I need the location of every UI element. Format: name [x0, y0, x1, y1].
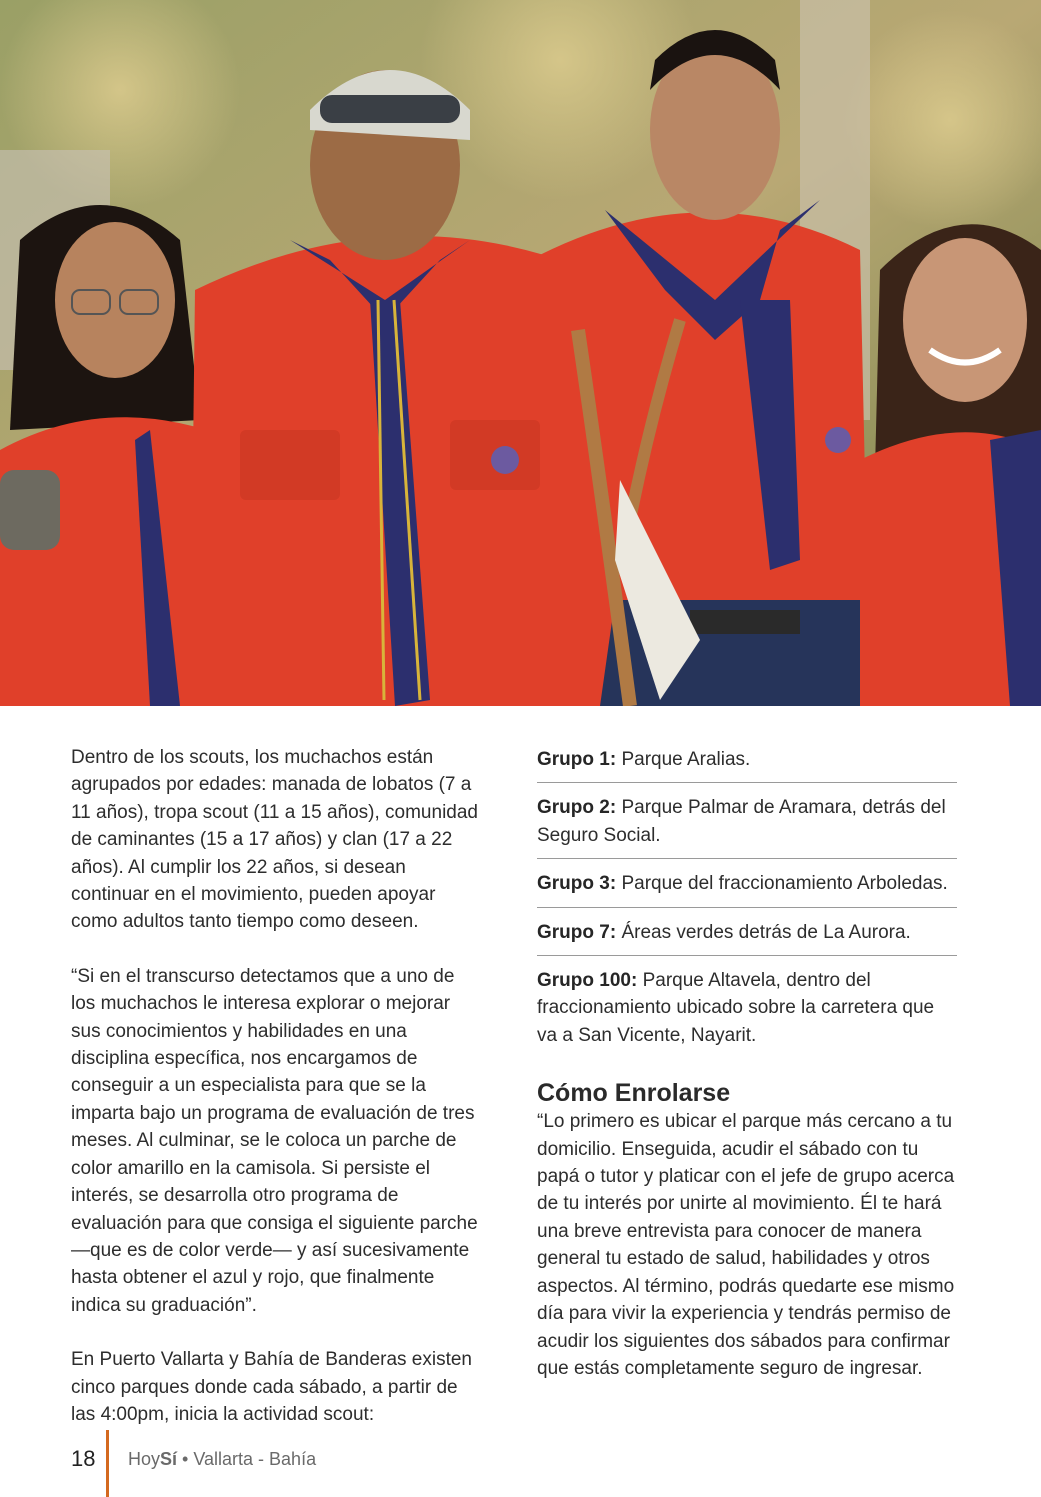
scouts-group-illustration — [0, 0, 1041, 706]
hero-photo — [0, 0, 1041, 706]
scout-girl-right — [860, 224, 1041, 706]
group-location: Parque Aralias. — [616, 749, 751, 770]
group-location: Áreas verdes detrás de La Aurora. — [616, 921, 911, 943]
paragraph-specialties: “Si en el transcurso detectamos que a uno de los muchachos le interesa explorar o mejorar sus conocimientos y habilidades en una disciplina específica, nos encargamos de conseguir a un especialista para que se la imparta bajo un programa de evaluación de tres meses. Al culminar, se le coloca un parche de color amarillo en la camisola. Si persiste el interés, se desarrolla otro programa de evaluación para que consiga el siguiente parche —que es de color verde— y así sucesivamente hasta obtener el azul y rojo, que finalmente indica su graduación”. — [71, 965, 478, 1316]
footer-divider — [106, 1430, 109, 1497]
publication-location: Vallarta - Bahía — [193, 1449, 317, 1469]
group-list — [537, 744, 957, 1058]
group-location: Parque Altavela, dentro del fraccionamiento ubicado sobre la carretera que va a San Vicente, Nayarit. — [537, 970, 935, 1046]
group-label: Grupo 2: — [537, 797, 617, 819]
page-number: 18 — [71, 1446, 96, 1471]
section-heading-enroll: Cómo Enrolarse — [537, 1079, 731, 1108]
paragraph-age-groups: Dentro de los scouts, los muchachos están agrupados por edades: manada de lobatos (7 a 11 años), tropa scout (11 a 15 años), comunidad de caminantes (15 a 17 años) y clan (17 a 22 años). Al cumplir los 22 años, si desean continuar en el movimiento, pueden apoyar como adultos tanto tiempo como deseen. — [71, 747, 478, 933]
brand-regular: Hoy — [128, 1449, 161, 1469]
list-item — [537, 965, 957, 1058]
group-label: Grupo 1: — [537, 749, 617, 770]
group-location: Parque Palmar de Aramara, detrás del Seguro Social. — [537, 797, 946, 846]
left-column — [71, 744, 483, 1428]
list-item — [537, 868, 957, 907]
page-footer — [71, 1430, 671, 1497]
brand-separator: • — [177, 1449, 194, 1469]
paragraph-enroll: “Lo primero es ubicar el parque más cercano a tu domicilio. Enseguida, acudir el sábado con tu papá o tutor y platicar con el jefe de grupo acerca de tu interés por unirte al movimiento. Él te hará una breve entrevista para conocer de manera general tu estado de salud, habilidades y otros aspectos. Al término, podrás quedarte ese mismo día para vivir la experiencia y tendrás permiso de acudir los siguientes dos sábados para confirmar que estás completamente seguro de ingresar. — [537, 1111, 955, 1379]
publication-name — [128, 1449, 316, 1470]
group-label: Grupo 3: — [537, 873, 617, 895]
group-location: Parque del fraccionamiento Arboledas. — [616, 873, 948, 895]
brand-bold: Sí — [160, 1449, 178, 1469]
list-item — [537, 744, 957, 783]
group-label: Grupo 7: — [537, 921, 617, 943]
paragraph-parks-intro: En Puerto Vallarta y Bahía de Banderas existen cinco parques donde cada sábado, a partir de las 4:00pm, inicia la actividad scout: — [71, 1349, 473, 1425]
list-item — [537, 917, 957, 956]
right-column — [537, 744, 957, 1382]
list-item — [537, 792, 957, 859]
group-label: Grupo 100: — [537, 970, 638, 992]
